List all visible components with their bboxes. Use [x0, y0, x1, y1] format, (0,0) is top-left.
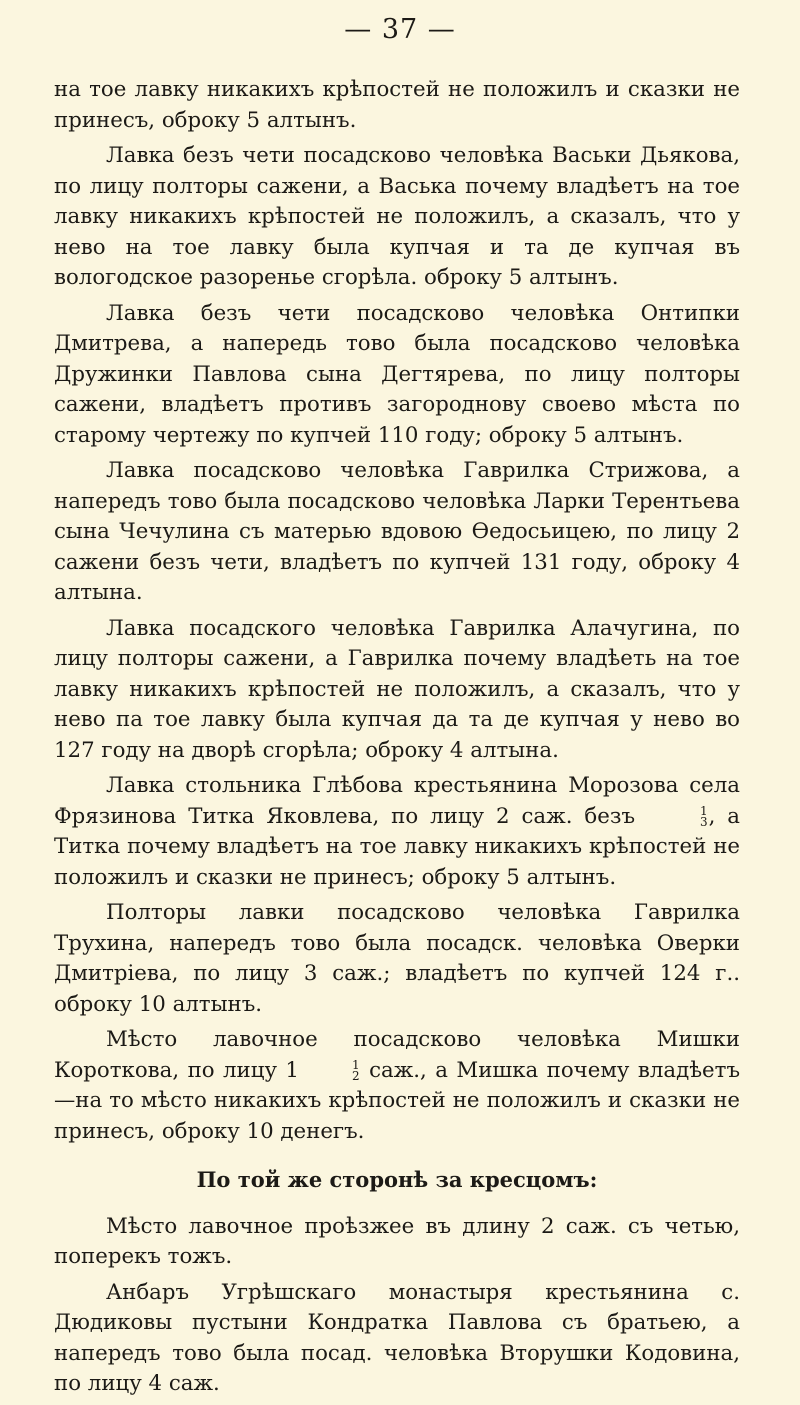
paragraph: на тое лавку никакихъ крѣпостей не положилъ и сказки не принесъ, оброку 5 алтынъ.	[54, 77, 740, 133]
paragraph: Лавка посадсково человѣка Гаврилка Стрижова, а напередъ тово была посадсково человѣка Ларки Терентьева сына Чечулина съ матерью вдовою Ѳедосьицею, по лицу 2 сажени безъ чети, владѣетъ по купчей 131 году, оброку 4 алтына.	[54, 458, 740, 605]
paragraph-text: саж., а Мишка почему владѣетъ—на то мѣсто никакихъ крѣпостей не положилъ и сказки не принесъ, оброку 10 денегъ.	[54, 1057, 740, 1144]
paragraph: Мѣсто лавочное проѣзжее въ длину 2 саж. съ четью, поперекъ тожъ.	[54, 1213, 740, 1269]
paragraph: Анбаръ Угрѣшскаго монастыря крестьянина с. Дюдиковы пустыни Кондратка Павлова съ братьею, а напередъ тово была посад. человѣка Вторушки Кодовина, по лицу 4 саж.	[54, 1279, 740, 1396]
fraction-numerator: 1	[699, 804, 708, 818]
paragraph	[54, 1025, 740, 1147]
paragraph: Полторы лавки посадсково человѣка Гаврилка Трухина, напередъ тово была посадск. человѣка Оверки Дмитріева, по лицу 3 саж.; владѣетъ по купчей 124 г.. оброку 10 алтынъ.	[54, 900, 740, 1017]
paragraph-text: , а Титка почему владѣетъ на тое лавку никакихъ крѣпостей не положилъ и сказки не принесъ; оброку 5 алтынъ.	[54, 803, 740, 890]
paragraph-text: Мѣсто лавочное посадсково человѣка Мишки Короткова, по лицу 1	[54, 1027, 740, 1083]
fraction-numerator: 1	[351, 1058, 360, 1072]
document-body	[54, 75, 740, 1405]
paragraph: Лавка безъ чети посадсково человѣка Онтипки Дмитрева, а напередь тово была посадсково человѣка Дружинки Павлова сына Дегтярева, по лицу полторы сажени, владѣетъ противъ загороднову своево мѣста по старому чертежу по купчей 110 году; оброку 5 алтынъ.	[54, 300, 740, 448]
fraction	[300, 1060, 360, 1082]
paragraph	[54, 771, 740, 893]
fraction-denominator: 3	[699, 815, 708, 829]
fraction-denominator: 2	[351, 1069, 360, 1083]
paragraph-text: Лавка стольника Глѣбова крестьянина Морозова села Фрязинова Титка Яковлева, по лицу 2 саж. безъ	[54, 773, 740, 829]
page-number: — 37 —	[344, 14, 456, 45]
fraction	[648, 806, 708, 828]
paragraph: Лавка посадского человѣка Гаврилка Алачугина, по лицу полторы сажени, а Гаврилка почему владѣеть на тое лавку никакихъ крѣпостей не положилъ, а сказалъ, что у нево па тое лавку была купчая да та де купчая у нево во 127 году на дворѣ сгорѣла; оброку 4 алтына.	[54, 615, 740, 763]
section-heading: По той же сторонѣ за кресцомъ:	[196, 1167, 598, 1192]
paragraph: Лавка безъ чети посадсково человѣка Васьки Дьякова, по лицу полторы сажени, а Васька почему владѣетъ на тое лавку никакихъ крѣпостей не положилъ, а сказалъ, что у нево на тое лавку была купчая и та де купчая въ вологодское разоренье сгорѣла. оброку 5 алтынъ.	[54, 143, 740, 290]
